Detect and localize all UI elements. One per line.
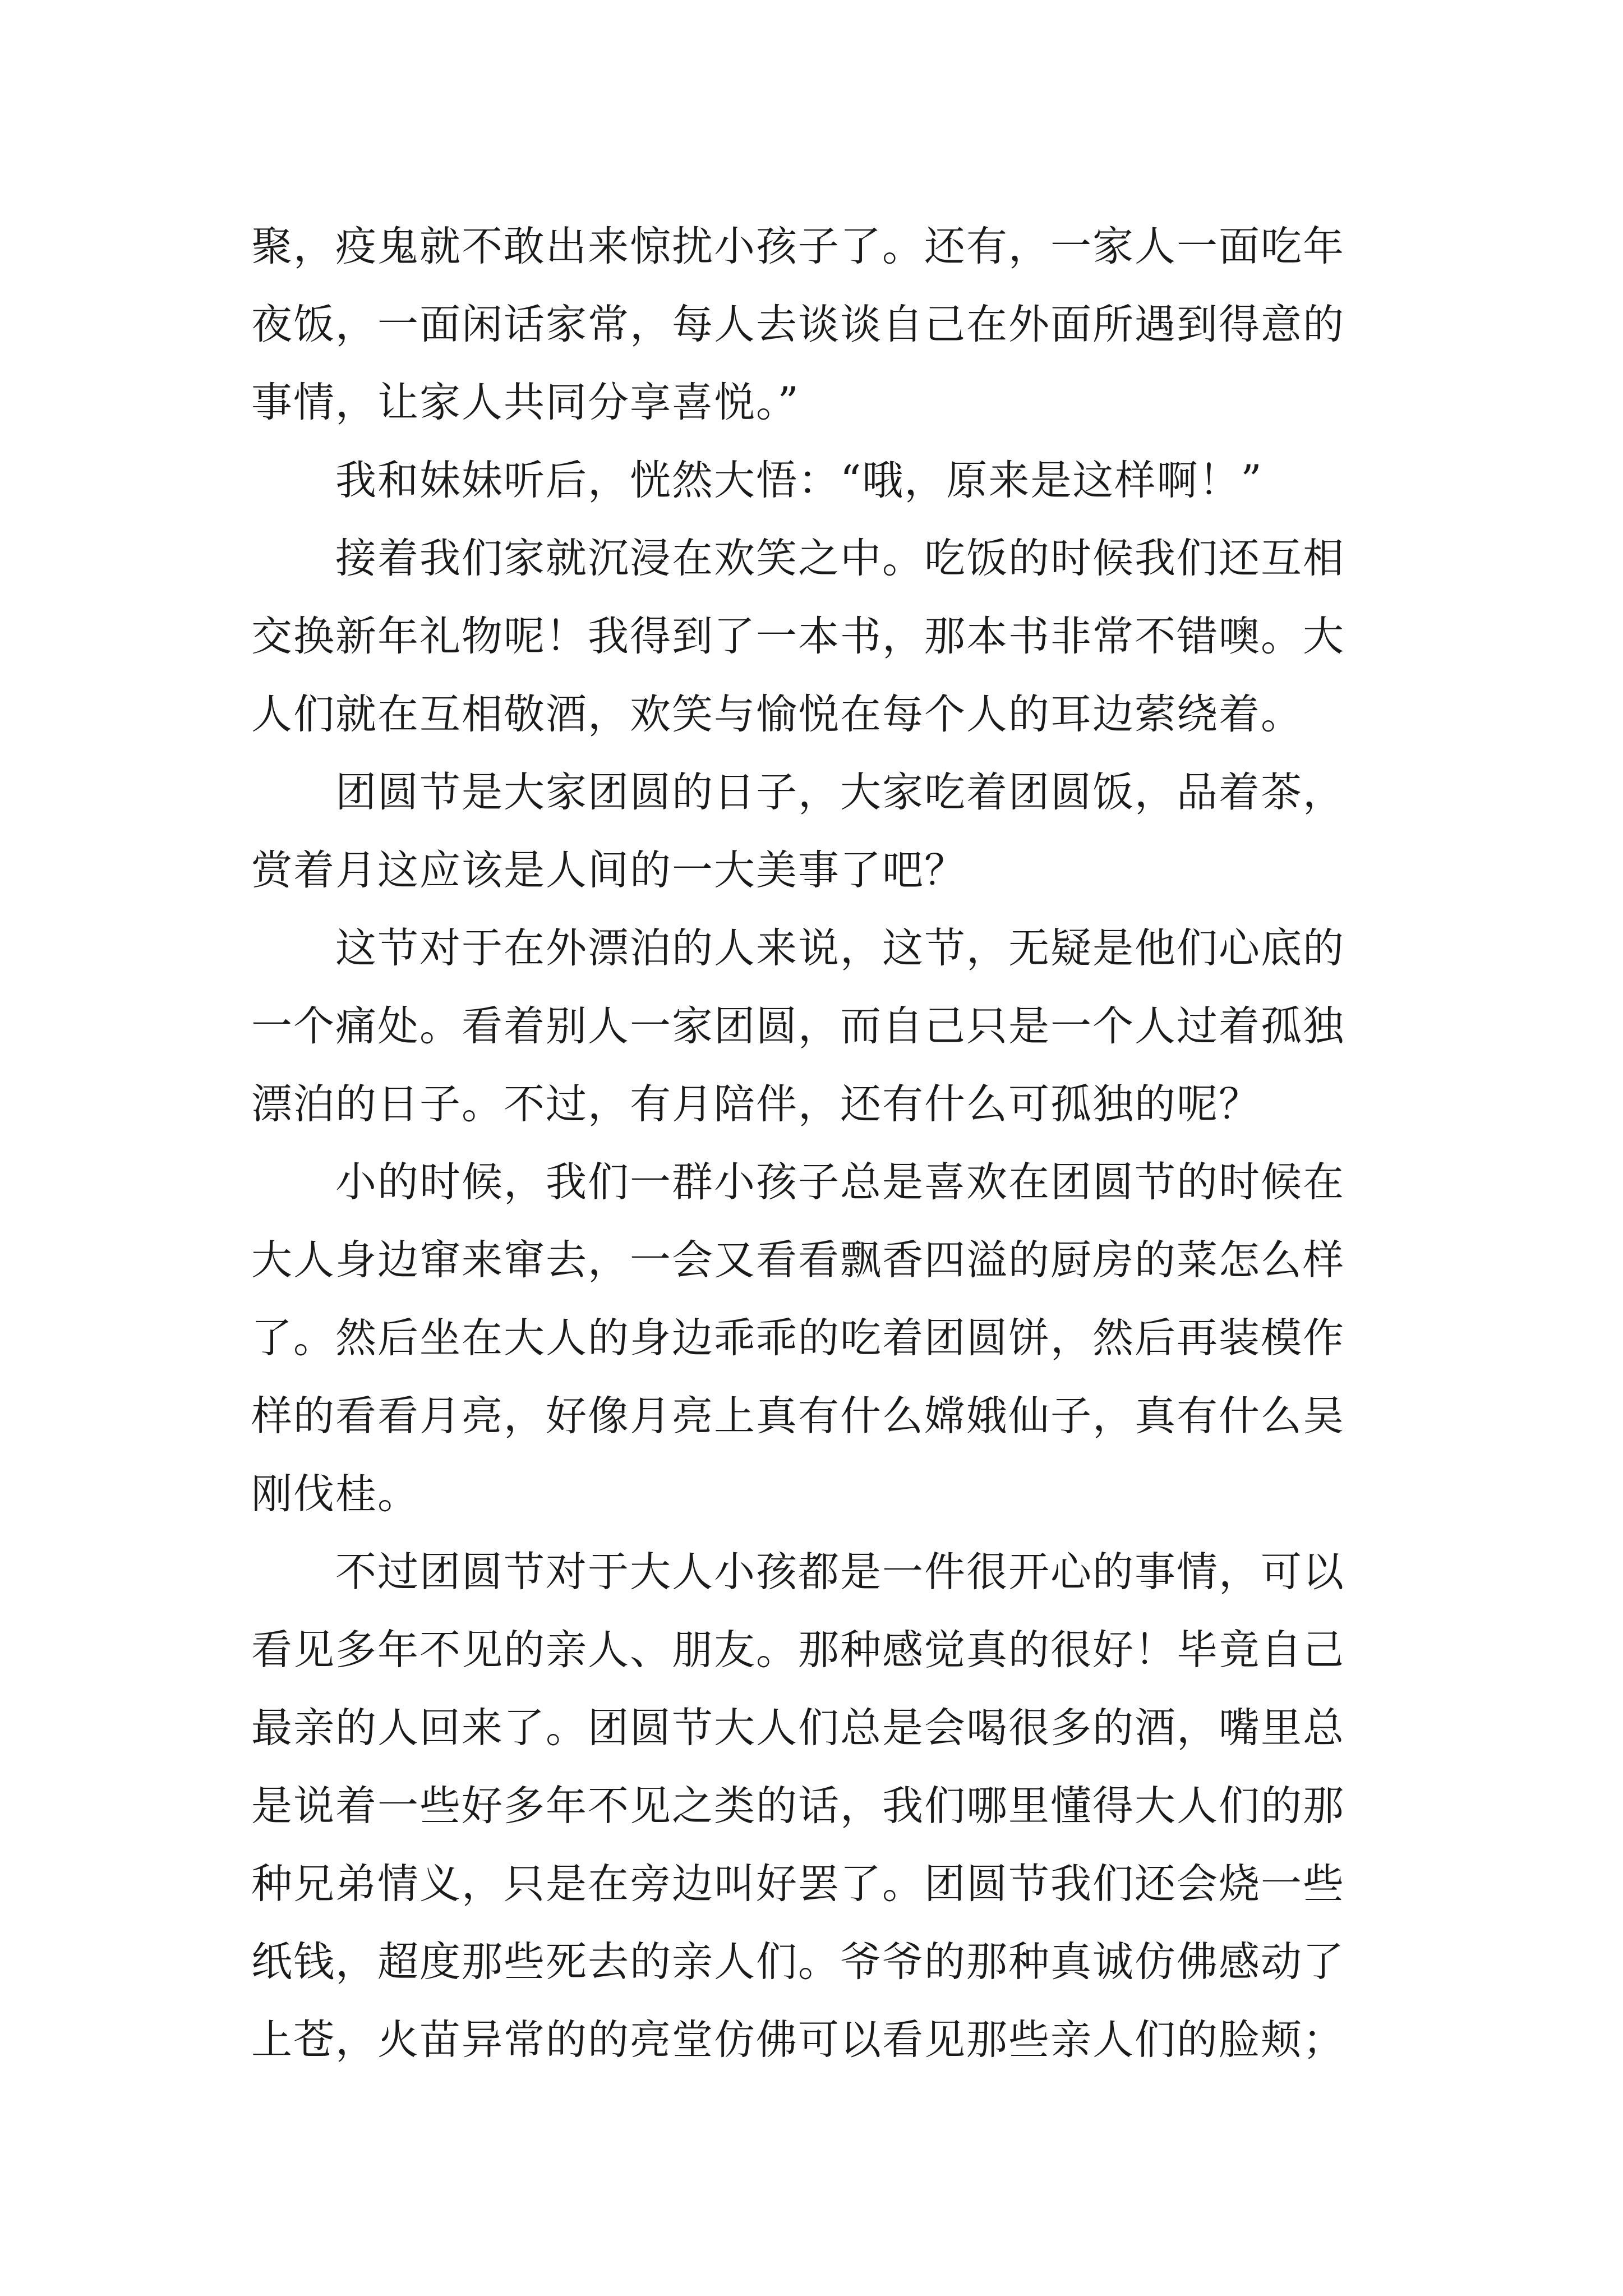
text-line: 小的时候，我们一群小孩子总是喜欢在团圆节的时候在 [251,1158,1345,1206]
text-line: 纸钱，超度那些死去的亲人们。爷爷的那种真诚仿佛感动了 [251,1938,1345,1986]
paragraph-2 [251,441,1390,519]
paragraph-4 [251,753,1390,909]
paragraph-1 [251,208,1390,441]
text-line: 漂泊的日子。不过，有月陪伴，还有什么可孤独的呢？ [251,1080,1261,1128]
paragraph-6 [251,1143,1390,1533]
text-line: 最亲的人回来了。团圆节大人们总是会喝很多的酒，嘴里总 [251,1704,1345,1752]
text-line: 不过团圆节对于大人小孩都是一件很开心的事情，可以 [251,1548,1345,1596]
body-text [251,208,1390,2079]
text-line: 刚伐桂。 [251,1470,419,1518]
text-line: 样的看看月亮，好像月亮上真有什么嫦娥仙子，真有什么吴 [251,1392,1345,1440]
text-line: 人们就在互相敬酒，欢笑与愉悦在每个人的耳边萦绕着。 [251,691,1303,738]
text-line: 大人身边窜来窜去，一会又看看飘香四溢的厨房的菜怎么样 [251,1236,1345,1284]
text-line: 团圆节是大家团圆的日子，大家吃着团圆饭，品着茶， [251,769,1345,816]
text-line: 赏着月这应该是人间的一大美事了吧？ [251,846,966,894]
text-line: 夜饭，一面闲话家常，每人去谈谈自己在外面所遇到得意的 [251,301,1345,348]
text-line: 这节对于在外漂泊的人来说，这节，无疑是他们心底的 [251,924,1345,972]
paragraph-5 [251,909,1390,1143]
paragraph-7 [251,1533,1390,2079]
text-line: 看见多年不见的亲人、朋友。那种感觉真的很好！毕竟自己 [251,1626,1345,1674]
text-line: 一个痛处。看着别人一家团圆，而自己只是一个人过着孤独 [251,1002,1345,1050]
text-line: 是说着一些好多年不见之类的话，我们哪里懂得大人们的那 [251,1782,1345,1830]
text-line: 事情，让家人共同分享喜悦。” [251,379,800,426]
text-line: 我和妹妹听后，恍然大悟：“哦，原来是这样啊！” [251,457,1263,504]
text-line: 交换新年礼物呢！我得到了一本书，那本书非常不错噢。大 [251,613,1345,660]
text-line: 接着我们家就沉浸在欢笑之中。吃饭的时候我们还互相 [251,535,1345,582]
text-line: 种兄弟情义，只是在旁边叫好罢了。团圆节我们还会烧一些 [251,1860,1345,1908]
text-line: 了。然后坐在大人的身边乖乖的吃着团圆饼，然后再装模作 [251,1314,1345,1362]
text-line: 上苍，火苗异常的的亮堂仿佛可以看见那些亲人们的脸颊； [251,2016,1345,2064]
text-line: 聚，疫鬼就不敢出来惊扰小孩子了。还有，一家人一面吃年 [251,223,1345,270]
paragraph-3 [251,519,1390,753]
